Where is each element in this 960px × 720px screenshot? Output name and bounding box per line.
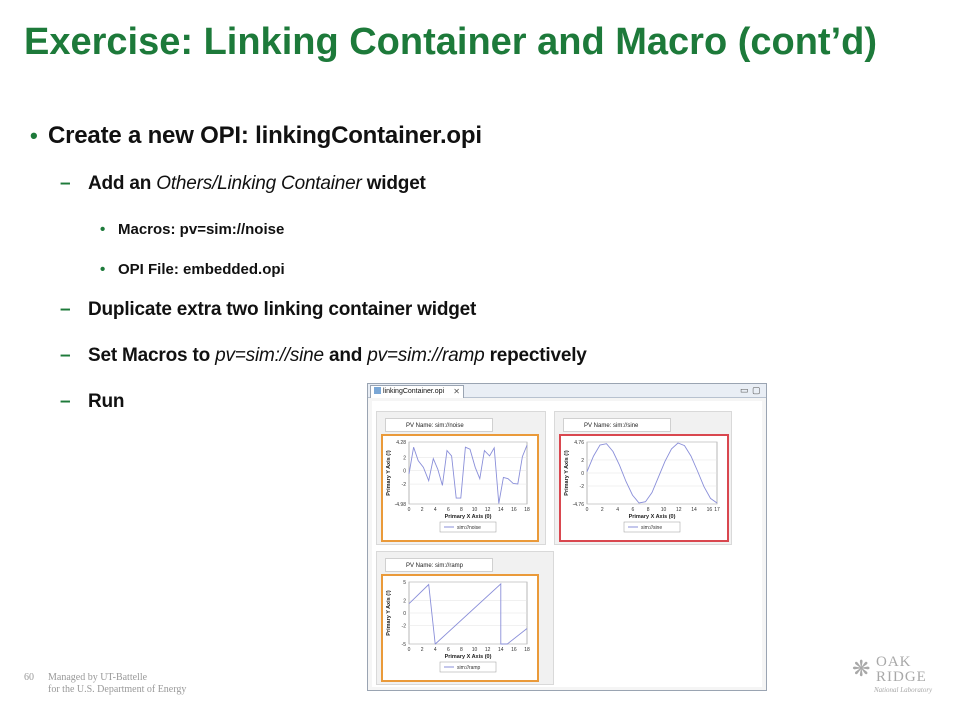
pv-label-noise: PV Name: sim://noise: [385, 418, 493, 432]
x-tick-label: 12: [484, 507, 491, 513]
logo-word-ridge: RIDGE: [876, 669, 927, 685]
linking-container-noise: [376, 411, 546, 545]
x-tick-label: 6: [446, 507, 450, 513]
y-tick-label: 0: [403, 611, 406, 617]
footer-text: [48, 672, 248, 696]
x-tick-label: 12: [484, 647, 491, 653]
x-tick-label: 10: [471, 647, 478, 653]
linking-container-sine: [554, 411, 732, 545]
footer-line-2: for the U.S. Department of Energy: [48, 684, 187, 695]
y-tick-label: 2: [403, 598, 406, 605]
sine-chart: [561, 436, 727, 540]
y-tick-label: 0: [581, 471, 584, 477]
minimize-icon[interactable]: ▭: [740, 385, 749, 395]
subbullet-set-macros: [30, 336, 830, 382]
y-tick-label: 4.28: [396, 440, 406, 446]
y-tick-label: 2: [403, 455, 406, 462]
y-tick-label: -4.76: [572, 502, 584, 508]
widget-name: Others/Linking Container: [156, 173, 362, 194]
xy-graph-ramp[interactable]: [381, 574, 539, 682]
opi-runtime-window: [367, 383, 767, 691]
dash-mark: –: [60, 173, 71, 194]
slide-title: Exercise: Linking Container and Macro (cont’d): [24, 21, 878, 63]
y-tick-label: -2: [401, 623, 406, 630]
x-tick-label: 12: [675, 507, 682, 513]
x-tick-label: 16: [511, 647, 517, 653]
logo-word-oak: OAK: [876, 654, 912, 670]
x-tick-label: 16: [706, 507, 713, 513]
dash-mark: –: [60, 391, 71, 412]
noise-chart: [383, 436, 537, 540]
y-tick-label: 4.76: [574, 440, 584, 446]
x-tick-label: 4: [616, 507, 619, 513]
x-tick-label: 16: [511, 507, 517, 513]
x-tick-label: 2: [420, 507, 424, 513]
tab-linking-container[interactable]: [370, 385, 464, 398]
x-axis-label: Primary X Axis (0): [444, 514, 492, 520]
subsub-macros: [30, 210, 830, 250]
y-tick-label: 0: [403, 468, 406, 475]
x-tick-label: 6: [631, 507, 635, 513]
x-tick-label: 14: [691, 507, 697, 513]
x-tick-label: 14: [497, 647, 504, 653]
bullet-create-opi: [30, 118, 830, 164]
y-tick-label: -2: [579, 484, 584, 491]
ramp-chart: [383, 576, 537, 680]
opi-file-text: OPI File: embedded.opi: [118, 261, 285, 278]
bullet-list: [30, 118, 830, 428]
opi-file-icon: [374, 387, 381, 394]
y-tick-label: -5: [401, 642, 406, 648]
plot-area: [409, 442, 527, 504]
tab-label: linkingContainer.opi: [383, 388, 445, 395]
dash-mark: –: [60, 299, 71, 320]
editor-tab-bar: [368, 384, 766, 398]
x-tick-label: 17: [714, 507, 720, 513]
macro-sine: pv=sim://sine: [215, 345, 324, 366]
text-part: widget: [361, 173, 426, 194]
oak-leaf-icon: ❋: [852, 656, 871, 681]
x-tick-label: 14: [497, 507, 504, 513]
x-tick-label: 8: [460, 647, 463, 653]
subbullet-add-widget: [30, 164, 830, 210]
x-tick-label: 18: [524, 647, 530, 653]
bullet-text: Create a new OPI: linkingContainer.opi: [48, 122, 482, 149]
dash-mark: –: [60, 345, 71, 366]
pv-label-ramp: PV Name: sim://ramp: [385, 558, 493, 572]
page-number: 60: [24, 672, 34, 683]
xy-graph-sine[interactable]: [559, 434, 729, 542]
linking-container-ramp: [376, 551, 554, 685]
y-axis-label: Primary Y Axis (!): [564, 450, 570, 496]
maximize-icon[interactable]: ▢: [752, 385, 761, 395]
text-part: Duplicate extra two linking container widget: [88, 299, 477, 320]
x-axis-label: Primary X Axis (0): [628, 514, 676, 520]
opi-canvas: [372, 401, 762, 687]
legend-label: sim://noise: [457, 525, 481, 531]
y-axis-label: Primary Y Axis (!): [386, 450, 392, 496]
xy-graph-noise[interactable]: [381, 434, 539, 542]
bullet-mark: •: [30, 123, 38, 148]
footer-line-1: Managed by UT-Battelle: [48, 672, 148, 683]
pv-label-sine: PV Name: sim://sine: [563, 418, 671, 432]
close-tab-icon[interactable]: ✕: [453, 387, 460, 396]
x-tick-label: 8: [460, 507, 463, 513]
x-tick-label: 8: [646, 507, 650, 513]
logo-subtitle: National Laboratory: [874, 686, 933, 694]
legend-label: sim://ramp: [457, 665, 481, 671]
y-tick-label: 5: [403, 580, 406, 586]
y-tick-label: 2: [581, 457, 584, 464]
bullet-mark: •: [100, 221, 106, 238]
x-axis-label: Primary X Axis (0): [444, 654, 492, 660]
text-part: Run: [88, 391, 125, 412]
x-tick-label: 6: [446, 647, 450, 653]
x-tick-label: 2: [600, 507, 604, 513]
x-tick-label: 18: [524, 507, 530, 513]
subbullet-duplicate: [30, 290, 830, 336]
x-tick-label: 0: [585, 507, 589, 513]
text-part: and: [323, 345, 368, 366]
y-tick-label: -4.98: [394, 502, 406, 508]
x-tick-label: 4: [433, 507, 437, 513]
subsub-opi-file: [30, 250, 830, 290]
y-tick-label: -2: [401, 482, 406, 489]
x-tick-label: 4: [433, 647, 437, 653]
x-tick-label: 2: [420, 647, 424, 653]
legend-label: sim://sine: [641, 525, 663, 531]
macros-text: Macros: pv=sim://noise: [118, 221, 285, 238]
text-part: repectively: [484, 345, 587, 366]
text-part: Set Macros to: [88, 345, 216, 366]
oak-ridge-logo: [852, 652, 942, 694]
x-tick-label: 10: [660, 507, 667, 513]
bullet-mark: •: [100, 261, 106, 278]
macro-ramp: pv=sim://ramp: [367, 345, 485, 366]
x-tick-label: 0: [407, 507, 411, 513]
y-axis-label: Primary Y Axis (!): [386, 590, 392, 636]
text-part: Add an: [88, 173, 157, 194]
x-tick-label: 10: [471, 507, 478, 513]
x-tick-label: 0: [407, 647, 411, 653]
